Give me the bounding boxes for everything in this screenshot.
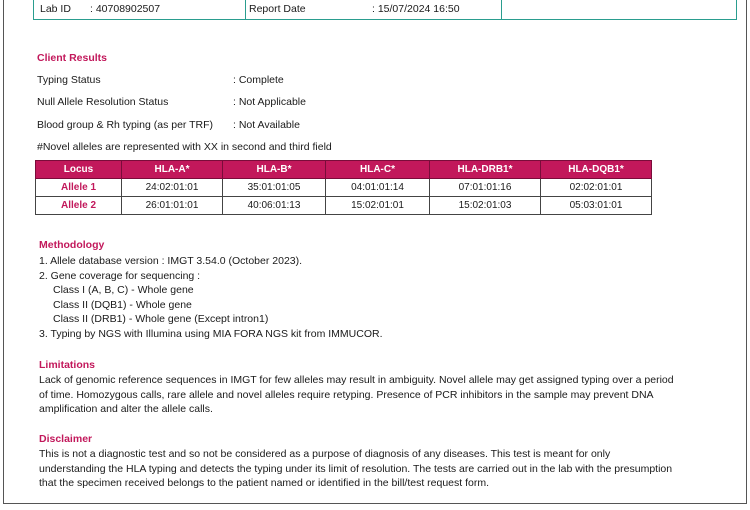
header-hla-drb1: HLA-DRB1* — [430, 161, 541, 179]
header-locus: Locus — [36, 161, 122, 179]
methodology-list — [39, 254, 382, 342]
report-date-value: : 15/07/2024 16:50 — [372, 2, 460, 15]
table-row — [36, 179, 652, 197]
header-hla-c: HLA-C* — [326, 161, 430, 179]
hla-typing-table — [35, 160, 652, 215]
header-hla-b: HLA-B* — [223, 161, 326, 179]
allele-1-label: Allele 1 — [36, 179, 122, 197]
report-date-label: Report Date — [249, 2, 306, 15]
table-cell: 02:02:01:01 — [541, 179, 652, 197]
null-allele-value: : Not Applicable — [233, 96, 306, 108]
table-cell: 07:01:01:16 — [430, 179, 541, 197]
methodology-line: 3. Typing by NGS with Illumina using MIA FORA NGS kit from IMMUCOR. — [39, 327, 383, 340]
table-cell: 35:01:01:05 — [223, 179, 326, 197]
typing-status-label: Typing Status — [37, 74, 101, 86]
limitations-title: Limitations — [39, 359, 96, 371]
methodology-line: 1. Allele database version : IMGT 3.54.0 (October 2023). — [39, 255, 303, 267]
disclaimer-text: This is not a diagnostic test and so not be considered as a purpose of diagnosis of any diseases. This test is meant for only understanding the HLA typing and detects the typing under its limit of resolution. The tests are carried out in the lab with the presumption that the specimen received belongs to the patient named or identified in the bill/test request form. — [39, 448, 673, 490]
allele-2-label: Allele 2 — [36, 197, 122, 215]
table-cell: 15:02:01:01 — [326, 197, 430, 215]
table-cell: 04:01:01:14 — [326, 179, 430, 197]
methodology-subline: Class II (DRB1) - Whole gene (Except intron1) — [53, 313, 269, 326]
null-allele-label: Null Allele Resolution Status — [37, 96, 169, 108]
methodology-subline: Class II (DQB1) - Whole gene — [53, 298, 192, 311]
blood-group-label: Blood group & Rh typing (as per TRF) — [37, 119, 214, 131]
limitations-text: Lack of genomic reference sequences in IMGT for few alleles may result in ambiguity. Novel allele may get assigned typing over a period of time. Homozygous calls, rare allele and novel alleles require retyping. Presence of PCR inhibitors in the sample may prevent DNA amplification and alter the allele calls. — [39, 374, 674, 416]
lab-id-value: : 40708902507 — [90, 2, 161, 15]
table-cell: 15:02:01:03 — [430, 197, 541, 215]
lab-id-cell — [34, 0, 246, 19]
lab-id-label: Lab ID — [40, 2, 71, 15]
report-date-cell — [246, 0, 502, 19]
page-frame — [3, 0, 747, 504]
disclaimer-title: Disclaimer — [39, 433, 93, 445]
header-hla-dqb1: HLA-DQB1* — [541, 161, 652, 179]
methodology-title: Methodology — [39, 239, 105, 251]
table-cell: 24:02:01:01 — [122, 179, 223, 197]
novel-allele-note: #Novel alleles are represented with XX in second and third field — [37, 141, 332, 153]
table-cell: 05:03:01:01 — [541, 197, 652, 215]
blood-group-value: : Not Available — [233, 119, 300, 131]
methodology-line: 2. Gene coverage for sequencing : — [39, 269, 201, 282]
client-results-title: Client Results — [37, 52, 108, 64]
table-cell: 26:01:01:01 — [122, 197, 223, 215]
table-row — [36, 197, 652, 215]
report-header-band — [33, 0, 737, 20]
header-hla-a: HLA-A* — [122, 161, 223, 179]
methodology-subline: Class I (A, B, C) - Whole gene — [53, 284, 194, 297]
typing-status-value: : Complete — [233, 74, 284, 86]
table-cell: 40:06:01:13 — [223, 197, 326, 215]
table-header-row — [36, 161, 652, 179]
empty-header-cell — [502, 0, 736, 19]
